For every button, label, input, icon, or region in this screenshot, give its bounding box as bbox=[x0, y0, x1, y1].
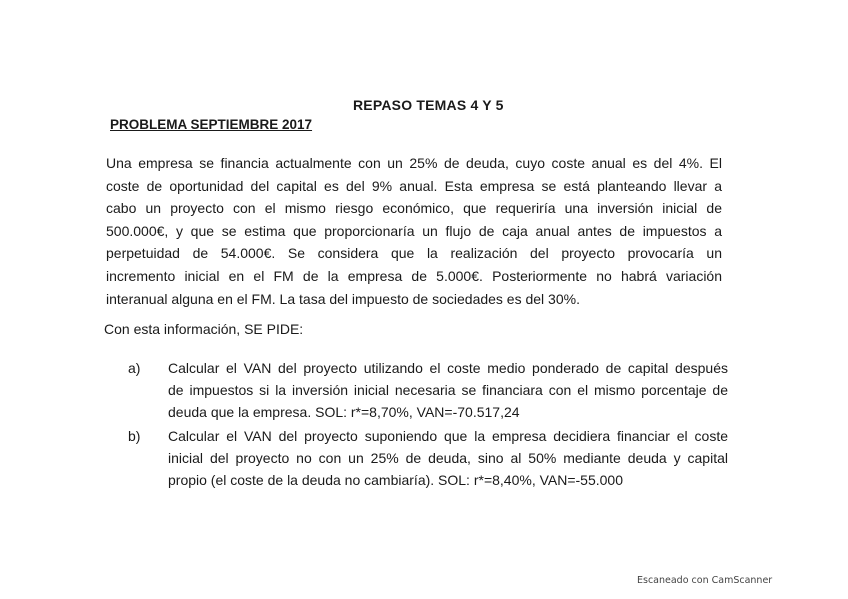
question-text bbox=[168, 425, 728, 492]
statement-line: cabo un proyecto con el mismo riesgo económico, que requeriría una inversión inicial de bbox=[106, 200, 722, 217]
question-line: Calcular el VAN del proyecto utilizando el coste medio ponderado de capital después bbox=[168, 360, 728, 376]
statement-line: interanual alguna en el FM. La tasa del impuesto de sociedades es del 30%. bbox=[106, 290, 580, 307]
statement-line: incremento inicial en el FM de la empresa de 5.000€. Posteriormente no habrá variación bbox=[106, 267, 722, 284]
statement-line: Una empresa se financia actualmente con un 25% de deuda, cuyo coste anual es del 4%. El bbox=[106, 155, 722, 171]
document-title: REPASO TEMAS 4 Y 5 bbox=[353, 97, 504, 113]
statement-line: perpetuidad de 54.000€. Se considera que la realización del proyecto provocaría un bbox=[106, 245, 722, 262]
problem-heading: PROBLEMA SEPTIEMBRE 2017 bbox=[110, 117, 313, 132]
question-line: Calcular el VAN del proyecto suponiendo que la empresa decidiera financiar el coste bbox=[168, 428, 728, 444]
statement-line: 500.000€, y que se estima que proporcionaría un flujo de caja anual antes de impuestos a bbox=[106, 222, 722, 239]
question-marker: a) bbox=[128, 360, 141, 376]
question-text bbox=[168, 357, 728, 424]
question-line: deuda que la empresa. SOL: r*=8,70%, VAN=-70.517,24 bbox=[168, 404, 520, 421]
question-marker: b) bbox=[128, 428, 141, 444]
statement-line: coste de oportunidad del capital es del 9% anual. Esta empresa se está planteando llevar a bbox=[106, 177, 722, 194]
questions-intro: Con esta información, SE PIDE: bbox=[104, 321, 304, 337]
problem-statement bbox=[106, 152, 722, 310]
question-line: de impuestos si la inversión inicial necesaria se financiara con el mismo porcentaje de bbox=[168, 382, 728, 399]
scanner-watermark: Escaneado con CamScanner bbox=[637, 575, 773, 586]
question-line: inicial del proyecto no con un 25% de deuda, sino al 50% mediante deuda y capital bbox=[168, 450, 728, 467]
question-line: propio (el coste de la deuda no cambiaría). SOL: r*=8,40%, VAN=-55.000 bbox=[168, 472, 624, 489]
